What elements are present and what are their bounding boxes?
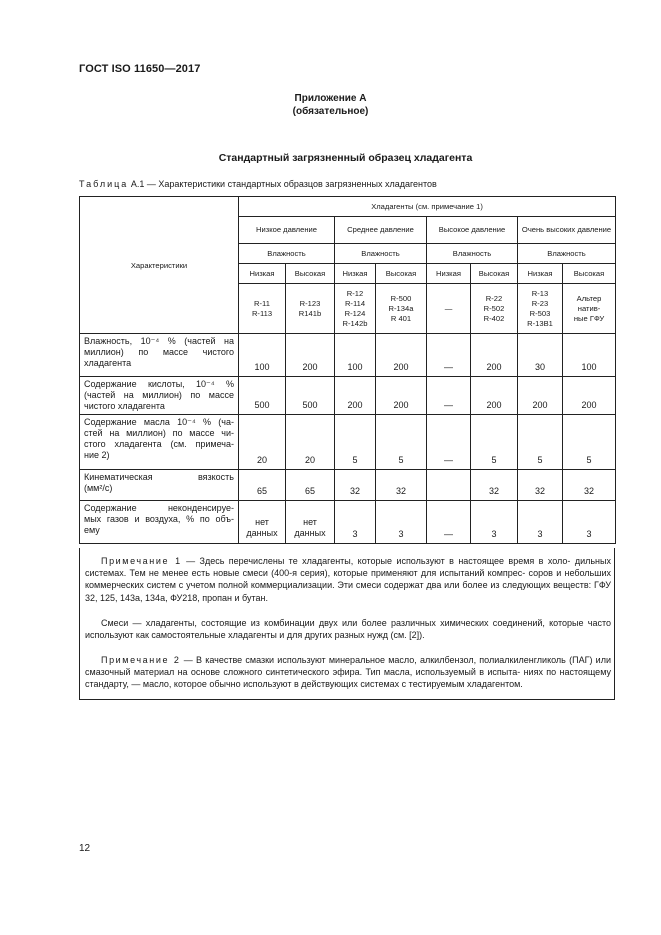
row-label bbox=[80, 415, 239, 470]
humidity-level-cell: Низкая bbox=[239, 264, 286, 284]
note-line: дильных системах. Тем не менее есть новые смеси (400-я серия), которые применяют для испытаний компрес- bbox=[85, 556, 611, 579]
value-cell: 32 bbox=[335, 470, 376, 501]
refrigerants-group-header: Хладагенты (см. примечание 1) bbox=[239, 197, 616, 217]
refrigerant-name: R-11 bbox=[254, 298, 270, 308]
row-label bbox=[80, 334, 239, 377]
pressure-very-high: Очень высоких давление bbox=[518, 217, 616, 244]
value-cell: 200 bbox=[518, 377, 563, 415]
refrigerant-list-cell bbox=[427, 284, 471, 334]
value-cell: 3 bbox=[563, 501, 616, 544]
row-label-line: мых газов и воздуха, % по объ- bbox=[84, 514, 234, 524]
refrigerant-name: R-13B1 bbox=[527, 318, 553, 328]
row-label-line: Влажность, 10⁻⁴ % (частей на bbox=[84, 336, 234, 346]
standard-header: ГОСТ ISO 11650—2017 bbox=[79, 63, 201, 75]
refrigerant-list-cell bbox=[376, 284, 427, 334]
table-row bbox=[80, 334, 616, 377]
row-label-line: миллион) по массе чистого bbox=[84, 347, 234, 357]
value-cell: — bbox=[427, 334, 471, 377]
humidity-level-cell: Высокая bbox=[376, 264, 427, 284]
value-cell: — bbox=[427, 415, 471, 470]
refrigerant-list-cell bbox=[239, 284, 286, 334]
value-cell: — bbox=[427, 377, 471, 415]
row-label bbox=[80, 377, 239, 415]
table-row bbox=[80, 501, 616, 544]
value-cell: 200 bbox=[376, 377, 427, 415]
humidity-level-cell: Высокая bbox=[563, 264, 616, 284]
note-line: часто используют как самостоятельные хладагенты и для других разных нужд (см. [2]). bbox=[85, 618, 611, 641]
refrigerant-name: R-134a bbox=[388, 303, 414, 313]
row-label bbox=[80, 501, 239, 544]
row-label-line: стей на миллион) по массе чи- bbox=[84, 428, 234, 438]
refrigerant-name: R-142b bbox=[342, 318, 368, 328]
row-label-line: (частей на миллион) по массе bbox=[84, 390, 234, 400]
annex-title: Приложение А bbox=[294, 93, 367, 104]
note-line: (ПАГ) или смазочный материал на основе сложного синтетического эфира. Тип масла, используемый в испыта- bbox=[85, 655, 611, 678]
humidity-label: Влажность bbox=[239, 244, 335, 264]
humidity-level-cell: Низкая bbox=[427, 264, 471, 284]
note-line: более из следующих веществ: ГФУ 32, 125, 143a, 134a, ФУ218, пропан и бутан. bbox=[85, 580, 611, 603]
refrigerant-name: R-114 bbox=[344, 298, 366, 308]
section-title: Стандартный загрязненный образец хладагента bbox=[218, 152, 473, 164]
pressure-high: Высокое давление bbox=[427, 217, 518, 244]
row-label-line: Кинематическая вязкость bbox=[84, 472, 234, 482]
refrigerant-name: R-23 bbox=[531, 298, 549, 308]
refrigerant-name: R141b bbox=[298, 308, 322, 318]
row-label-line: Содержание масла 10⁻⁴ % (ча- bbox=[84, 417, 234, 427]
note-line: соров и небольших коммерческих систем с учетом полной коммерциализации. Эти смеси содержат два или bbox=[85, 568, 611, 591]
value-cell: 32 bbox=[376, 470, 427, 501]
value-cell: 200 bbox=[286, 334, 335, 377]
annex-heading bbox=[0, 92, 661, 118]
value-cell: 20 bbox=[286, 415, 335, 470]
value-cell: 200 bbox=[471, 334, 518, 377]
value-cell: 200 bbox=[563, 377, 616, 415]
humidity-label: Влажность bbox=[427, 244, 518, 264]
table-caption-prefix: Таблица bbox=[79, 179, 129, 189]
row-label-line: хладагента bbox=[84, 358, 132, 368]
refrigerant-name: R-124 bbox=[344, 308, 366, 318]
value-cell: 5 bbox=[563, 415, 616, 470]
humidity-level-cell: Низкая bbox=[518, 264, 563, 284]
refrigerant-name: R 401 bbox=[390, 313, 412, 323]
table-row bbox=[80, 377, 616, 415]
value-cell: 500 bbox=[239, 377, 286, 415]
refrigerant-list-cell bbox=[286, 284, 335, 334]
pressure-medium: Среднее давление bbox=[335, 217, 427, 244]
note-line: — В качестве смазки используют минеральное масло, алкилбензол, полиалкиленгликоль bbox=[183, 655, 566, 665]
characteristics-header: Характеристики bbox=[80, 197, 239, 334]
value-cell: — bbox=[427, 501, 471, 544]
row-label-line: Содержание неконденсируе- bbox=[84, 503, 234, 513]
refrigerant-name: — bbox=[444, 303, 453, 313]
value-cell: 3 bbox=[471, 501, 518, 544]
refrigerant-name: R-123 bbox=[299, 298, 321, 308]
value-cell: 65 bbox=[286, 470, 335, 501]
value-cell: нет данных bbox=[286, 501, 335, 544]
refrigerant-name: R-500 bbox=[390, 293, 412, 303]
value-cell: 3 bbox=[376, 501, 427, 544]
refrigerant-list-cell bbox=[563, 284, 616, 334]
value-cell: 200 bbox=[471, 377, 518, 415]
refrigerant-name: R-503 bbox=[529, 308, 551, 318]
value-cell: 3 bbox=[335, 501, 376, 544]
refrigerant-list-cell bbox=[335, 284, 376, 334]
note-line: хладагентом. bbox=[467, 679, 523, 690]
page-number: 12 bbox=[79, 843, 91, 854]
value-cell: 200 bbox=[376, 334, 427, 377]
table-caption-number: А.1 bbox=[130, 179, 145, 189]
table-caption bbox=[79, 179, 437, 189]
note-2-label: Примечание 2 bbox=[101, 655, 181, 665]
note-line: — Здесь перечислены те хладагенты, которые используют в настоящее время в холо- bbox=[186, 556, 571, 566]
value-cell: 5 bbox=[471, 415, 518, 470]
refrigerant-name: Альтер bbox=[576, 293, 602, 303]
row-label-line: стого хладагента (см. примеча- bbox=[84, 439, 234, 449]
value-cell: 500 bbox=[286, 377, 335, 415]
note-1 bbox=[85, 555, 611, 604]
refrigerant-name: R-502 bbox=[483, 303, 505, 313]
value-cell: 5 bbox=[335, 415, 376, 470]
value-cell: 32 bbox=[471, 470, 518, 501]
note-1-label: Примечание 1 bbox=[101, 556, 182, 566]
row-label-line: (мм²/с) bbox=[84, 483, 113, 493]
value-cell: 32 bbox=[518, 470, 563, 501]
note-line: ниях по настоящему стандарту, — масло, которое обычно используют в действующих системах с тестируемым bbox=[85, 667, 611, 690]
refrigerant-table bbox=[79, 196, 616, 544]
value-cell: 100 bbox=[239, 334, 286, 377]
humidity-label: Влажность bbox=[335, 244, 427, 264]
row-label bbox=[80, 470, 239, 501]
refrigerant-name: ные ГФУ bbox=[573, 313, 605, 323]
humidity-level-cell: Высокая bbox=[286, 264, 335, 284]
value-cell: 5 bbox=[518, 415, 563, 470]
refrigerant-list-cell bbox=[518, 284, 563, 334]
table-caption-text: — Характеристики стандартных образцов загрязненных хладагентов bbox=[146, 179, 437, 189]
refrigerant-name: R-113 bbox=[251, 308, 273, 318]
row-label-line: чистого хладагента bbox=[84, 401, 165, 411]
pressure-low: Низкое давление bbox=[239, 217, 335, 244]
table-row bbox=[80, 415, 616, 470]
row-label-line: ние 2) bbox=[84, 450, 110, 460]
value-cell: 5 bbox=[376, 415, 427, 470]
row-label-line: Содержание кислоты, 10⁻⁴ % bbox=[84, 379, 234, 389]
value-cell: 100 bbox=[335, 334, 376, 377]
note-line: Смеси — хладагенты, состоящие из комбинации двух или более различных химических соединений, которые bbox=[101, 618, 584, 628]
value-cell: 20 bbox=[239, 415, 286, 470]
value-cell: 3 bbox=[518, 501, 563, 544]
refrigerant-name: натив- bbox=[577, 303, 601, 313]
note-2 bbox=[85, 654, 611, 691]
table-notes bbox=[79, 548, 615, 700]
blend-definition bbox=[85, 617, 611, 641]
refrigerant-name: R-402 bbox=[483, 313, 505, 323]
humidity-level-cell: Низкая bbox=[335, 264, 376, 284]
value-cell: 100 bbox=[563, 334, 616, 377]
table-row bbox=[80, 470, 616, 501]
annex-status: (обязательное) bbox=[292, 106, 369, 117]
value-cell: нет данных bbox=[239, 501, 286, 544]
humidity-label: Влажность bbox=[518, 244, 616, 264]
value-cell: 32 bbox=[563, 470, 616, 501]
refrigerant-name: R-22 bbox=[485, 293, 503, 303]
refrigerant-list-cell bbox=[471, 284, 518, 334]
refrigerant-name: R-12 bbox=[346, 288, 364, 298]
value-cell: 30 bbox=[518, 334, 563, 377]
value-cell: 200 bbox=[335, 377, 376, 415]
value-cell: 65 bbox=[239, 470, 286, 501]
humidity-level-cell: Высокая bbox=[471, 264, 518, 284]
value-cell bbox=[427, 470, 471, 501]
row-label-line: ему bbox=[84, 525, 100, 535]
refrigerant-name: R-13 bbox=[531, 288, 549, 298]
